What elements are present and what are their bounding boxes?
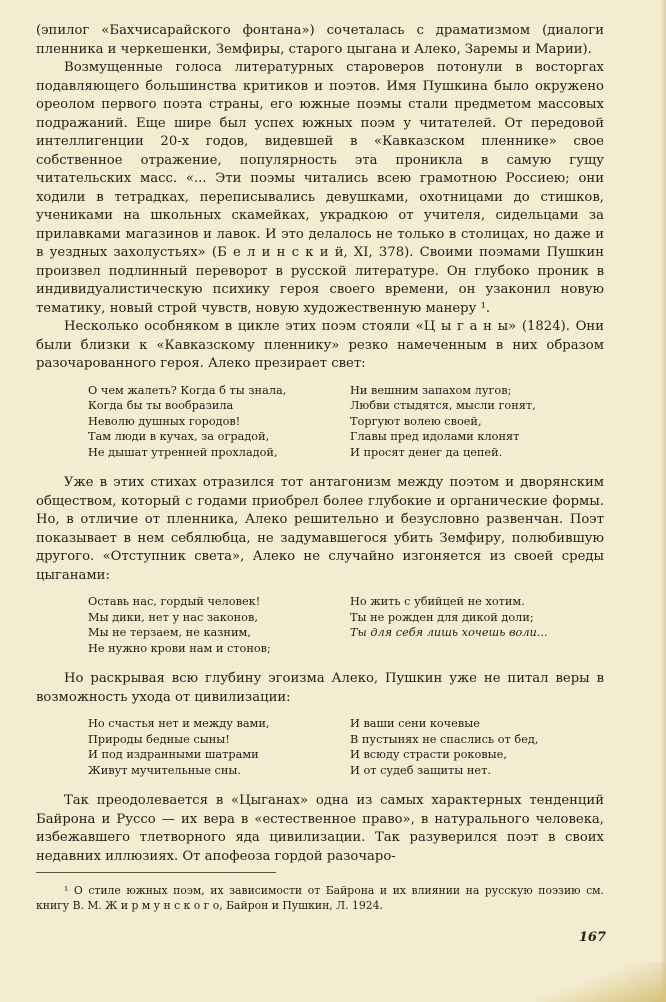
verse-line: И ваши сени кочевые (350, 717, 480, 730)
verse-line: В пустынях не спаслись от бед, (350, 732, 539, 746)
verse-line: Неволю душных городов! (88, 414, 241, 428)
footnote-divider (36, 872, 276, 873)
verse-3-right-column (350, 716, 606, 778)
page-edge-shadow (660, 0, 666, 1002)
verse-line: Природы бедные сыны! (88, 732, 230, 746)
verse-line: О чем жалеть? Когда б ты знала, (88, 383, 287, 397)
page-corner-stain (536, 962, 666, 1002)
verse-line: Не нужно крови нам и стонов; (88, 641, 271, 655)
paragraph-6: Так преодолевается в «Цыганах» одна из самых характерных тенденций Байрона и Руссо — их вера в «естественное право», в натурального человека, избежавшего тлетворного яда цивилизации. Так разуверился поэт в своих недавних иллюзиях. От апофеоза гордой разочаро- (36, 793, 604, 864)
paragraph-4: Уже в этих стихах отразился тот антагонизм между поэтом и дворянским обществом, который с годами приобрел более глубокие и органические формы. Но, в отличие от пленника, Алеко решительно и безусловно развенчан. Поэт показывает в нем себялюбца, не задумавшегося убить Земфиру, полюбившую другого. «Отступник света», Алеко не случайно изгоняется из своей среды цыганами: (36, 475, 604, 583)
verse-line: Торгуют волею своей, (350, 414, 482, 428)
verse-1-left-column (88, 383, 342, 461)
verse-line: Любви стыдятся, мысли гонят, (350, 399, 536, 412)
verse-line: Мы дики, нет у нас законов, (88, 610, 258, 624)
verse-2-left-column (88, 594, 342, 656)
body-text (36, 22, 604, 866)
paragraph-3: Несколько особняком в цикле этих поэм стояли «Ц ы г а н ы» (1824). Они были близки к «Кавказскому пленнику» резко намеченным в них образом разочарованного героя. Алеко презирает свет: (36, 319, 604, 371)
verse-1-right-column (350, 383, 606, 461)
paragraph-1: (эпилог «Бахчисарайского фонтана») сочеталась с драматизмом (диалоги пленника и черкешенки, Земфиры, старого цыгана и Алеко, Заремы и Марии). (36, 23, 604, 57)
verse-line: Но счастья нет и между вами, (88, 717, 270, 730)
verse-line: Оставь нас, гордый человек! (88, 595, 261, 608)
footnote: ¹ О стиле южных поэм, их зависимости от Байрона и их влиянии на русскую поэзию см. книгу В. М. Ж и р м у н с к о г о, Байрон и Пушкин, Л. 1924. (36, 884, 604, 912)
verse-block-2 (88, 594, 604, 656)
verse-line: И от судеб защиты нет. (350, 763, 491, 777)
verse-line: И под издранными шатрами (88, 748, 259, 761)
verse-line: Главы пред идолами клонят (350, 430, 520, 443)
verse-line: Когда бы ты вообразила (88, 399, 234, 412)
verse-line: Не дышат утренней прохладой, (88, 445, 278, 459)
verse-line: Ты не рожден для дикой доли; (350, 610, 534, 624)
verse-line-italic: Ты для себя лишь хочешь воли... (350, 626, 548, 639)
verse-line: Мы не терзаем, не казним, (88, 626, 251, 639)
page-number: 167 (578, 930, 606, 945)
verse-line: Там люди в кучах, за оградой, (88, 430, 270, 443)
verse-line: Ни вешним запахом лугов; (350, 383, 512, 397)
verse-line: Но жить с убийцей не хотим. (350, 595, 525, 608)
verse-line: Живут мучительные сны. (88, 763, 241, 777)
verse-line: И просят денег да цепей. (350, 445, 503, 459)
verse-block-1 (88, 383, 604, 461)
verse-3-left-column (88, 716, 342, 778)
verse-line: И всюду страсти роковые, (350, 748, 507, 761)
paragraph-5: Но раскрывая всю глубину эгоизма Алеко, Пушкин уже не питал веры в возможность ухода от цивилизации: (36, 671, 604, 705)
verse-2-right-column (350, 594, 606, 656)
paragraph-2: Возмущенные голоса литературных староверов потонули в восторгах подавляющего большинства критиков и поэтов. Имя Пушкина было окружено ореолом первого поэта страны, его южные поэмы стали предметом массовых подражаний. Еще шире был успех южных поэм у читателей. От передовой интеллигенции 20-х годов, видевшей в «Кавказском пленнике» свое собственное отражение, популярность эта проникла в самую гущу читательских масс. «... Эти поэмы читались всею грамотною Россиею; они ходили в тетрадках, переписывались девушками, охотницами до стишков, учениками на школьных скамейках, украдкою от учителя, сидельцами за прилавками магазинов и лавок. И это делалось не только в столицах, но даже и в уездных захолустьях» (Б е л и н с к и й, XI, 378). Своими поэмами Пушкин произвел подлинный переворот в русской литературе. Он глубоко проник в индивидуалистическую психику героя своего времени, он узаконил новую тематику, новый строй чувств, новую художественную манеру ¹. (36, 60, 604, 316)
verse-block-3 (88, 716, 604, 778)
